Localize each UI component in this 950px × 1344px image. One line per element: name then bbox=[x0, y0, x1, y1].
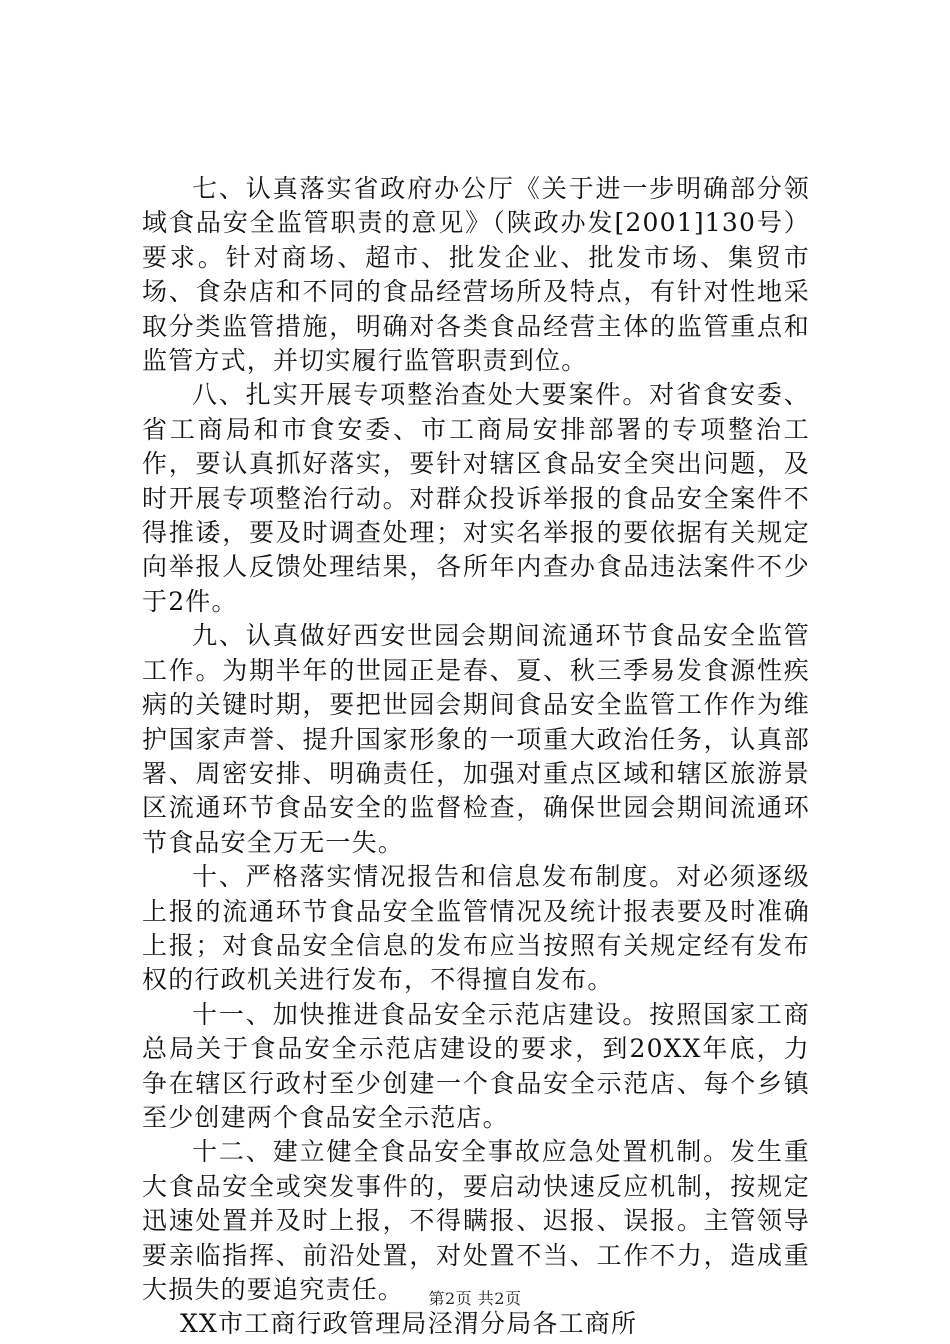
paragraph-item-8: 八、扎实开展专项整治查处大要案件。对省食安委、省工商局和市食安委、市工商局安排部署的专项整治工作，要认真抓好落实，要针对辖区食品安全突出问题，及时开展专项整治行动。对群众投诉举报的食品安全案件不得推诿，要及时调查处理；对实名举报的要依据有关规定向举报人反馈处理结果，各所年内查办食品违法案件不少于2件。 bbox=[142, 380, 810, 616]
paragraph-item-9: 九、认真做好西安世园会期间流通环节食品安全监管工作。为期半年的世园正是春、夏、秋三季易发食源性疾病的关键时期，要把世园会期间食品安全监管工作作为维护国家声誉、提升国家形象的一项重大政治任务，认真部署、周密安排、明确责任，加强对重点区域和辖区旅游景区流通环节食品安全的监督检查，确保世园会期间流通环节食品安全万无一失。 bbox=[142, 621, 810, 857]
paragraph-item-10: 十、严格落实情况报告和信息发布制度。对必须逐级上报的流通环节食品安全监管情况及统计报表要及时准确上报；对食品安全信息的发布应当按照有关规定经有发布权的行政机关进行发布，不得擅自发布。 bbox=[142, 862, 810, 995]
paragraph-item-12: 十二、建立健全食品安全事故应急处置机制。发生重大食品安全或突发事件的，要启动快速反应机制，按规定迅速处置并及时上报，不得瞒报、迟报、误报。主管领导要亲临指挥、前沿处置，对处置不当、工作不力，造成重大损失的要追究责任。 bbox=[142, 1137, 810, 1304]
paragraph-item-11: 十一、加快推进食品安全示范店建设。按照国家工商总局关于食品安全示范店建设的要求，到20XX年底，力争在辖区行政村至少创建一个食品安全示范店、每个乡镇至少创建两个食品安全示范店。 bbox=[142, 999, 810, 1132]
page-number: 第2页 共2页 bbox=[428, 1289, 522, 1308]
signature-line: XX市工商行政管理局泾渭分局各工商所 bbox=[180, 1309, 638, 1339]
paragraph-item-7: 七、认真落实省政府办公厅《关于进一步明确部分领域食品安全监管职责的意见》（陕政办发[2001]130号）要求。针对商场、超市、批发企业、批发市场、集贸市场、食杂店和不同的食品经营场所及特点，有针对性地采取分类监管措施，明确对各类食品经营主体的监管重点和监管方式，并切实履行监管职责到位。 bbox=[142, 174, 810, 376]
document-body bbox=[142, 172, 810, 1342]
